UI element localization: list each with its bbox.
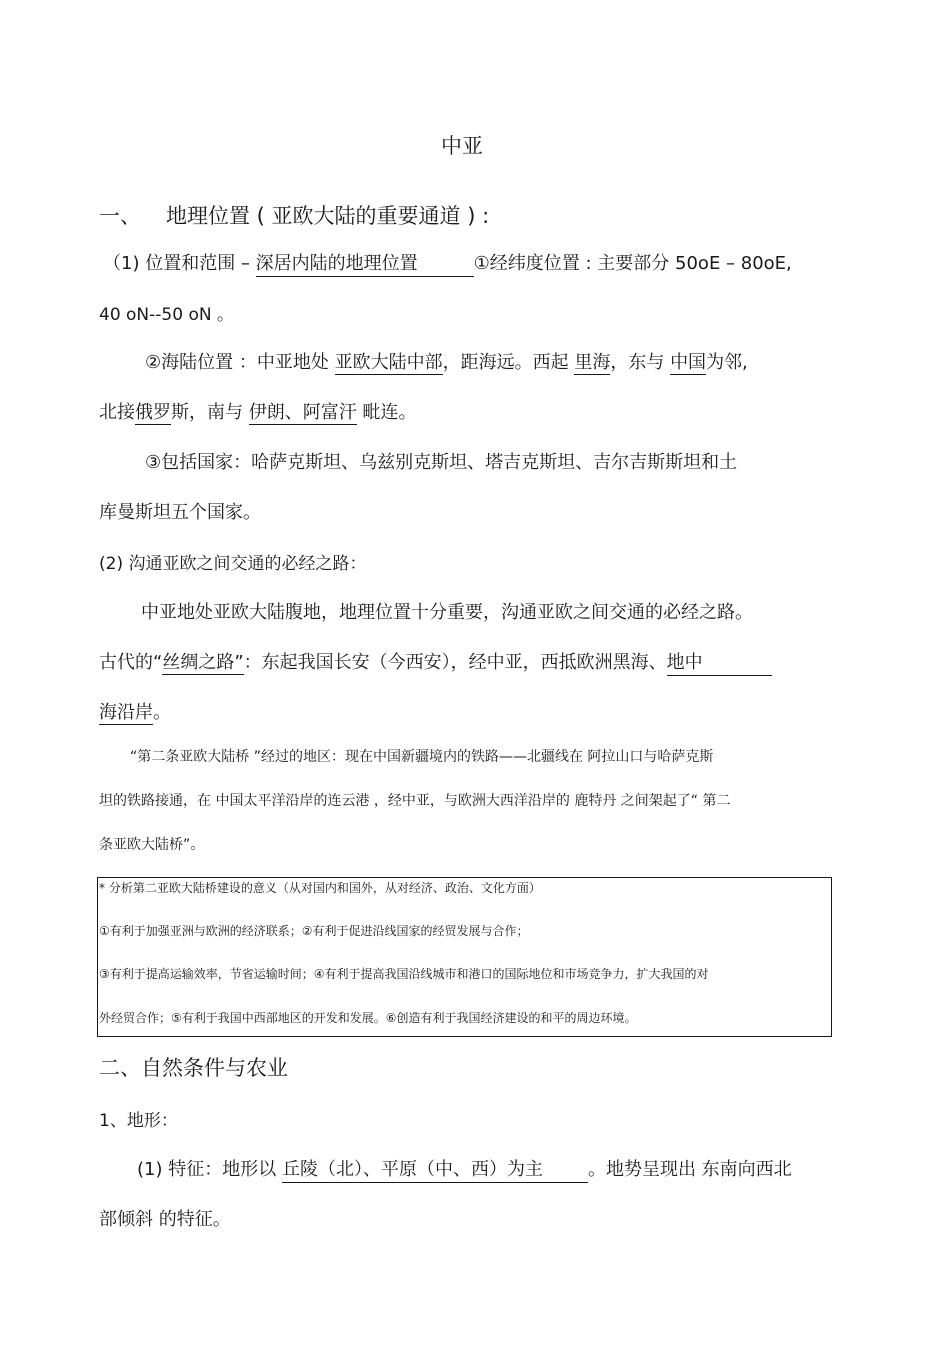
s2-line2: 部倾斜 的特征。: [99, 1209, 231, 1230]
p2-f: 中国: [670, 352, 707, 373]
page-title: 中亚: [441, 134, 483, 158]
p5-heading: (2) 沟通亚欧之间交通的必经之路：: [99, 554, 367, 574]
p1-prefix: （1) 位置和范围 –: [103, 253, 250, 274]
box-line3: ③有利于提高运输效率，节省运输时间；④有利于提高我国沿线城市和港口的国际地位和市场竞争力，扩大我国的对: [99, 967, 709, 981]
p6-line: 中亚地处亚欧大陆腹地，地理位置十分重要，沟通亚欧之间交通的必经之路。: [141, 602, 753, 623]
p7-f: 。: [153, 702, 171, 723]
p3-e: 毗连。: [362, 402, 417, 423]
s2-line1: [137, 1155, 792, 1183]
p8-line1: “第二条亚欧大陆桥 ”经过的地区：现在中国新疆境内的铁路——北疆线在 阿拉山口与哈萨克斯: [130, 749, 714, 765]
p8-line2: 坦的铁路接通，在 中国太平洋沿岸的连云港 ，经中亚，与欧洲大西洋沿岸的 鹿特丹 之间架起了“ 第二: [99, 793, 731, 809]
p7-d: 地中: [667, 648, 772, 676]
p7-line: [99, 648, 772, 676]
p3-b: 俄罗: [135, 402, 171, 423]
p2-c: ，距海远。西起: [442, 352, 569, 373]
section1-number: 一、: [99, 204, 141, 228]
p7-c: ：东起我国长安（今西安），经中亚，西抵欧洲黑海、: [243, 652, 667, 673]
p7-line2: [99, 698, 171, 724]
p4-line1: ③包括国家：哈萨克斯坦、乌兹别克斯坦、塔吉克斯坦、吉尔吉斯斯坦和土: [145, 452, 738, 473]
p1-latlon: ①经纬度位置 : 主要部分 50oE – 80oE,: [473, 253, 792, 274]
p3-d: 伊朗、阿富汗: [248, 402, 357, 423]
p7-b: 丝绸之路”: [162, 652, 244, 673]
p1-line: [103, 249, 792, 277]
p2-d: 里海: [574, 352, 611, 373]
p2-g: 为邻,: [706, 352, 748, 373]
p3-c: 斯，南与: [171, 402, 243, 423]
p1-line2: 40 oN--50 oN 。: [99, 305, 234, 325]
p2-a: ②海陆位置 ：中亚地处: [145, 352, 329, 373]
s2-c: 。地势呈现出 东南向西北: [587, 1159, 792, 1180]
s2-b: 丘陵（北）、平原（中、西）为主: [282, 1155, 588, 1183]
p2-e: ，东与: [610, 352, 665, 373]
s2-a: (1) 特征：地形以: [137, 1159, 277, 1180]
p2-line: [145, 348, 748, 374]
p3-a: 北接: [99, 402, 135, 423]
box-line2: ①有利于加强亚洲与欧洲的经济联系；②有利于促进沿线国家的经贸发展与合作；: [99, 924, 529, 938]
p1-underlined: 深居内陆的地理位置: [256, 249, 474, 277]
box-line4: 外经贸合作；⑤有利于我国中西部地区的开发和发展。⑥创造有利于我国经济建设的和平的周边环境。: [99, 1011, 637, 1025]
significance-box: [97, 877, 832, 1037]
p7-e: 海沿岸: [99, 702, 153, 723]
p3-line: [99, 398, 416, 424]
box-line1: * 分析第二亚欧大陆桥建设的意义（从对国内和国外，从对经济、政治、文化方面）: [99, 881, 541, 895]
p2-b: 亚欧大陆中部: [334, 352, 443, 373]
p7-a: 古代的“: [99, 652, 163, 673]
s2-subheading: 1、地形：: [99, 1111, 178, 1131]
p4-line2: 库曼斯坦五个国家。: [99, 502, 261, 523]
p8-line3: 条亚欧大陆桥”。: [99, 837, 205, 853]
section2-heading: 二、自然条件与农业: [99, 1056, 288, 1080]
section1-heading: 地理位置 ( 亚欧大陆的重要通道 ) :: [166, 204, 490, 228]
